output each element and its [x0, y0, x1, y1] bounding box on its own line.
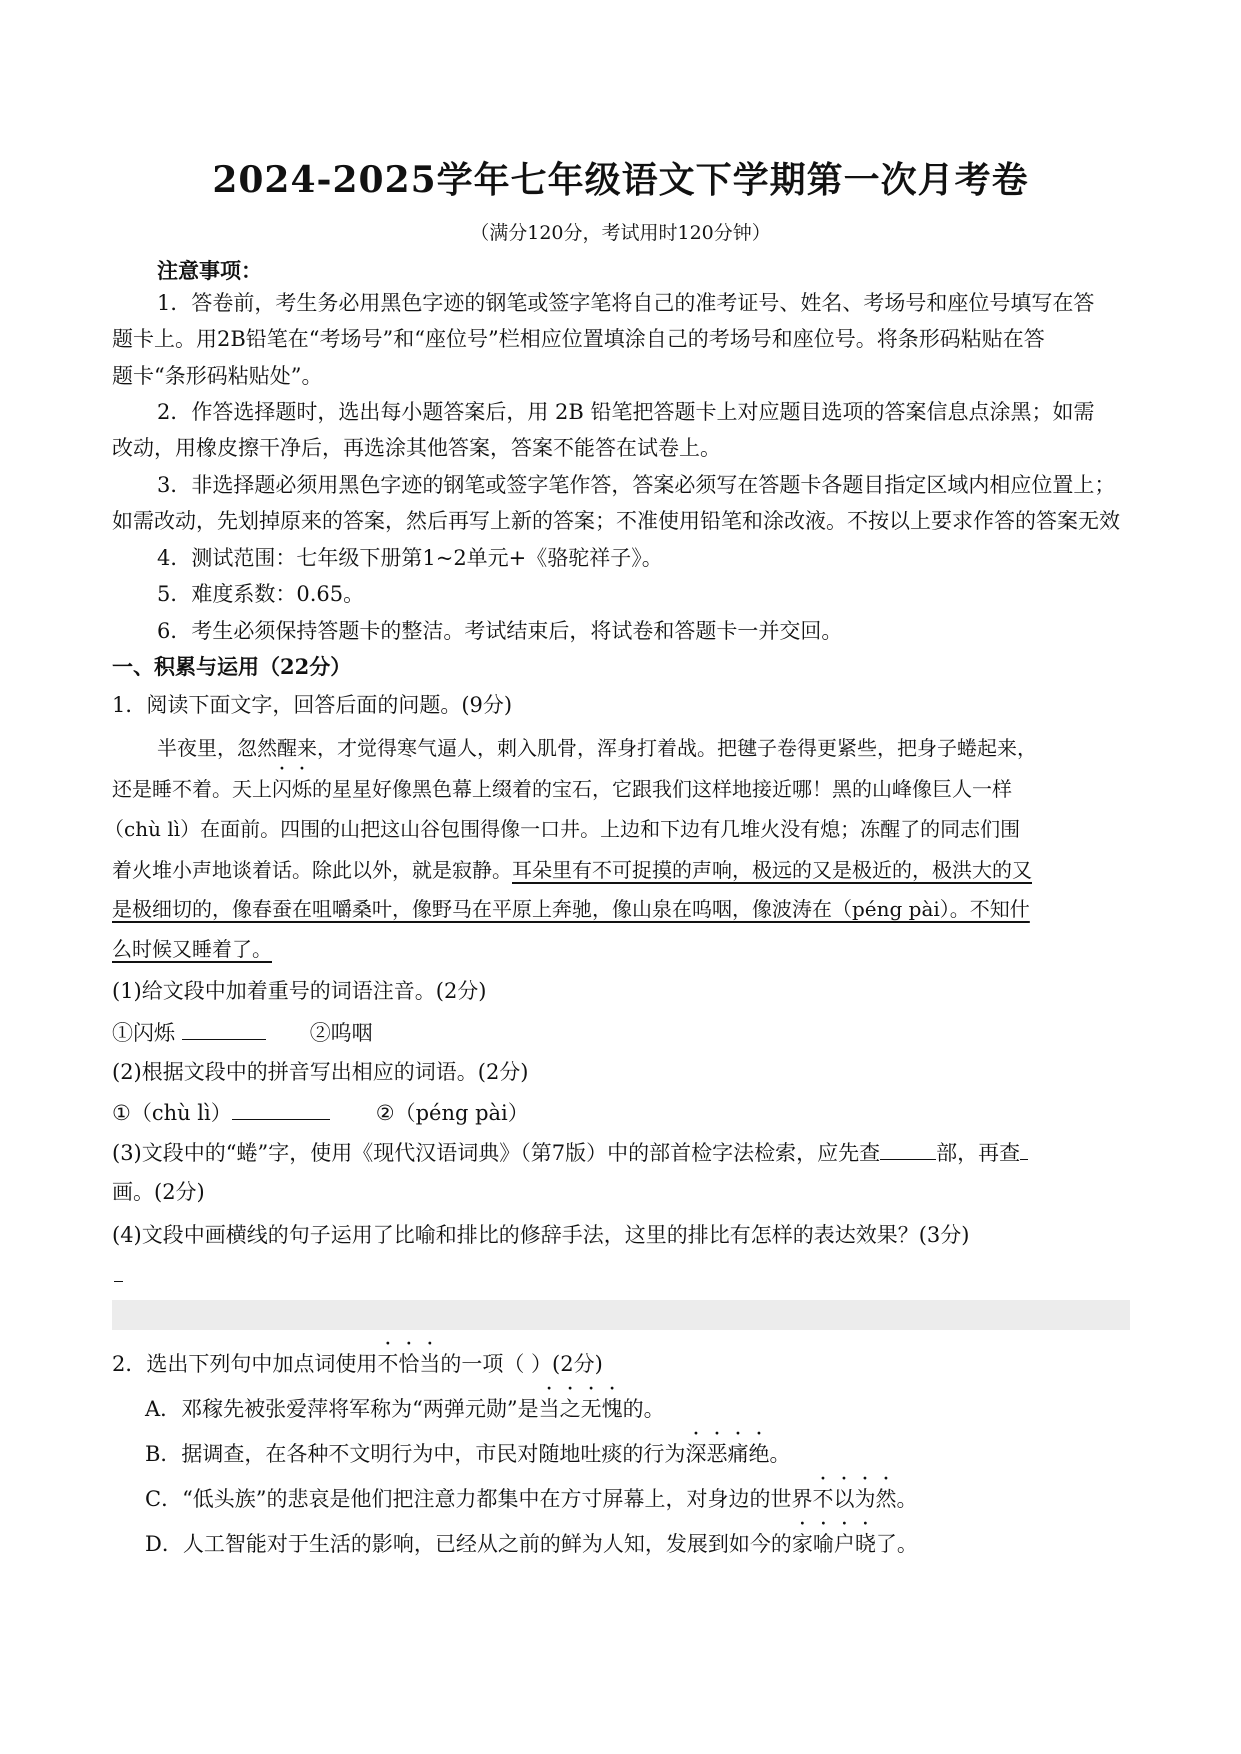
emphasis-dot-char: 绝 — [748, 1442, 770, 1466]
emphasis-dot-char: 恶 — [706, 1442, 728, 1466]
notice-line: 如需改动，先划掉原来的答案，然后再写上新的答案；不准使用铅笔和涂改液。不按以上要求作答的答案无效 — [112, 509, 1120, 533]
q1-sub3-cont: 画。(2分) — [112, 1180, 205, 1204]
underlined-sentence: 耳朵里有不可捉摸的声响，极远的又是极近的，极洪大的又 — [512, 858, 1032, 882]
q1-passage-line: （chù lì）在面前。四围的山把这山谷包围得像一口井。上边和下边有几堆火没有熄；冻醒了的同志们围 — [104, 817, 1021, 841]
emphasis-dot-char: 为 — [854, 1487, 876, 1511]
section-heading: 一、积累与运用（22分） — [112, 654, 352, 679]
emphasis-dot-char: 不 — [377, 1352, 399, 1376]
answer-area[interactable] — [112, 1300, 1130, 1330]
notice-line: 6．考生必须保持答题卡的整洁。考试结束后，将试卷和答题卡一并交回。 — [157, 619, 843, 643]
q1-sub1: (1)给文段中加着重号的词语注音。(2分) — [112, 979, 487, 1003]
page-subtitle: （满分120分，考试用时120分钟） — [470, 222, 771, 244]
emphasis-dot-char: 晓 — [854, 1532, 876, 1556]
notice-line: 题卡上。用2B铅笔在“考场号”和“座位号”栏相应位置填涂自己的考场号和座位号。将条形码粘贴在答 — [112, 327, 1045, 351]
notice-line: 3．非选择题必须用黑色字迹的钢笔或签字笔作答，答案必须写在答题卡各题目指定区域内相应位置上； — [157, 473, 1116, 497]
emphasis-dot-char: 无 — [580, 1397, 602, 1421]
emphasis-dot-char: 以 — [833, 1487, 855, 1511]
q1-passage-line: 半夜里，忽然醒来，才觉得寒气逼人，刺入肌骨，浑身打着战。把毽子卷得更紧些，把身子蜷起来， — [157, 736, 1037, 760]
notice-heading: 注意事项： — [157, 258, 262, 283]
answer-blank[interactable] — [1020, 1137, 1028, 1160]
emphasis-dot-char: 烁 — [292, 777, 312, 801]
emphasis-dot-char: 愧 — [601, 1397, 623, 1421]
emphasis-dot-char: 深 — [685, 1442, 707, 1466]
answer-blank[interactable] — [232, 1097, 330, 1120]
q2-option-a[interactable]: A．邓稼先被张爱萍将军称为“两弹元勋”是当之无愧的。 — [145, 1397, 665, 1421]
emphasis-dot-char: 恰 — [398, 1352, 420, 1376]
notice-line: 4．测试范围：七年级下册第1~2单元+《骆驼祥子》。 — [157, 546, 663, 570]
q1-stem: 1．阅读下面文字，回答后面的问题。(9分) — [112, 693, 513, 717]
q2-option-b[interactable]: B．据调查，在各种不文明行为中，市民对随地吐痰的行为深恶痛绝。 — [145, 1442, 791, 1466]
notice-line: 题卡“条形码粘贴处”。 — [112, 364, 323, 388]
q1-sub2: (2)根据文段中的拼音写出相应的词语。(2分) — [112, 1060, 529, 1084]
emphasis-dot-char: 之 — [559, 1397, 581, 1421]
q1-sub3: (3)文段中的“蜷”字，使用《现代汉语词典》（第7版）中的部首检字法检索，应先查 部，再查 — [112, 1137, 1028, 1168]
q1-sub1-items: ①闪烁 ②呜咽 — [112, 1017, 373, 1048]
page-title: 2024-2025学年七年级语文下学期第一次月考卷 — [212, 159, 1029, 201]
emphasis-dot-char: 当 — [419, 1352, 441, 1376]
emphasis-dot-char: 闪 — [272, 777, 292, 801]
emphasis-dot-char: 户 — [833, 1532, 855, 1556]
answer-blank[interactable] — [880, 1137, 936, 1160]
emphasis-dot-char: 然 — [875, 1487, 897, 1511]
emphasis-dot-char: 喻 — [812, 1532, 834, 1556]
q1-sub4: (4)文段中画横线的句子运用了比喻和排比的修辞手法，这里的排比有怎样的表达效果？(3分) — [112, 1223, 970, 1247]
notice-line: 2．作答选择题时，选出每小题答案后，用 2B 铅笔把答题卡上对应题目选项的答案信息点涂黑；如需 — [157, 400, 1095, 424]
q1-passage-line: 着火堆小声地谈着话。除此以外，就是寂静。耳朵里有不可捉摸的声响，极远的又是极近的，极洪大的又 — [112, 858, 1032, 882]
emphasis-dot-char: 痛 — [727, 1442, 749, 1466]
answer-line-marker — [114, 1281, 123, 1282]
q1-sub2-items: ①（chù lì） ②（péng pài） — [112, 1097, 529, 1128]
underlined-sentence: 是极细切的，像春蚕在咀嚼桑叶，像野马在平原上奔驰，像山泉在呜咽，像波涛在（péng pài）。不知什 — [112, 897, 1030, 921]
underlined-sentence: 么时候又睡着了。 — [112, 937, 272, 961]
notice-line: 5．难度系数：0.65。 — [157, 582, 365, 606]
emphasis-dot-char: 当 — [538, 1397, 560, 1421]
q2-option-c[interactable]: C．“低头族”的悲哀是他们把注意力都集中在方寸屏幕上，对身边的世界不以为然。 — [145, 1487, 918, 1511]
notice-line: 改动，用橡皮擦干净后，再选涂其他答案，答案不能答在试卷上。 — [112, 436, 721, 460]
notice-line: 1．答卷前，考生务必用黑色字迹的钢笔或签字笔将自己的准考证号、姓名、考场号和座位号填写在答 — [157, 291, 1095, 315]
q2-stem: 2．选出下列句中加点词使用不恰当的一项（ ）(2分) — [112, 1352, 603, 1376]
answer-blank[interactable] — [182, 1017, 266, 1040]
emphasis-dot-char: 不 — [812, 1487, 834, 1511]
q2-option-d[interactable]: D．人工智能对于生活的影响，已经从之前的鲜为人知，发展到如今的家喻户晓了。 — [145, 1532, 918, 1556]
emphasis-dot-char: 家 — [791, 1532, 813, 1556]
q1-passage-line: 还是睡不着。天上闪烁的星星好像黑色幕上缀着的宝石，它跟我们这样地接近哪！黑的山峰像巨人一样 — [112, 777, 1012, 801]
